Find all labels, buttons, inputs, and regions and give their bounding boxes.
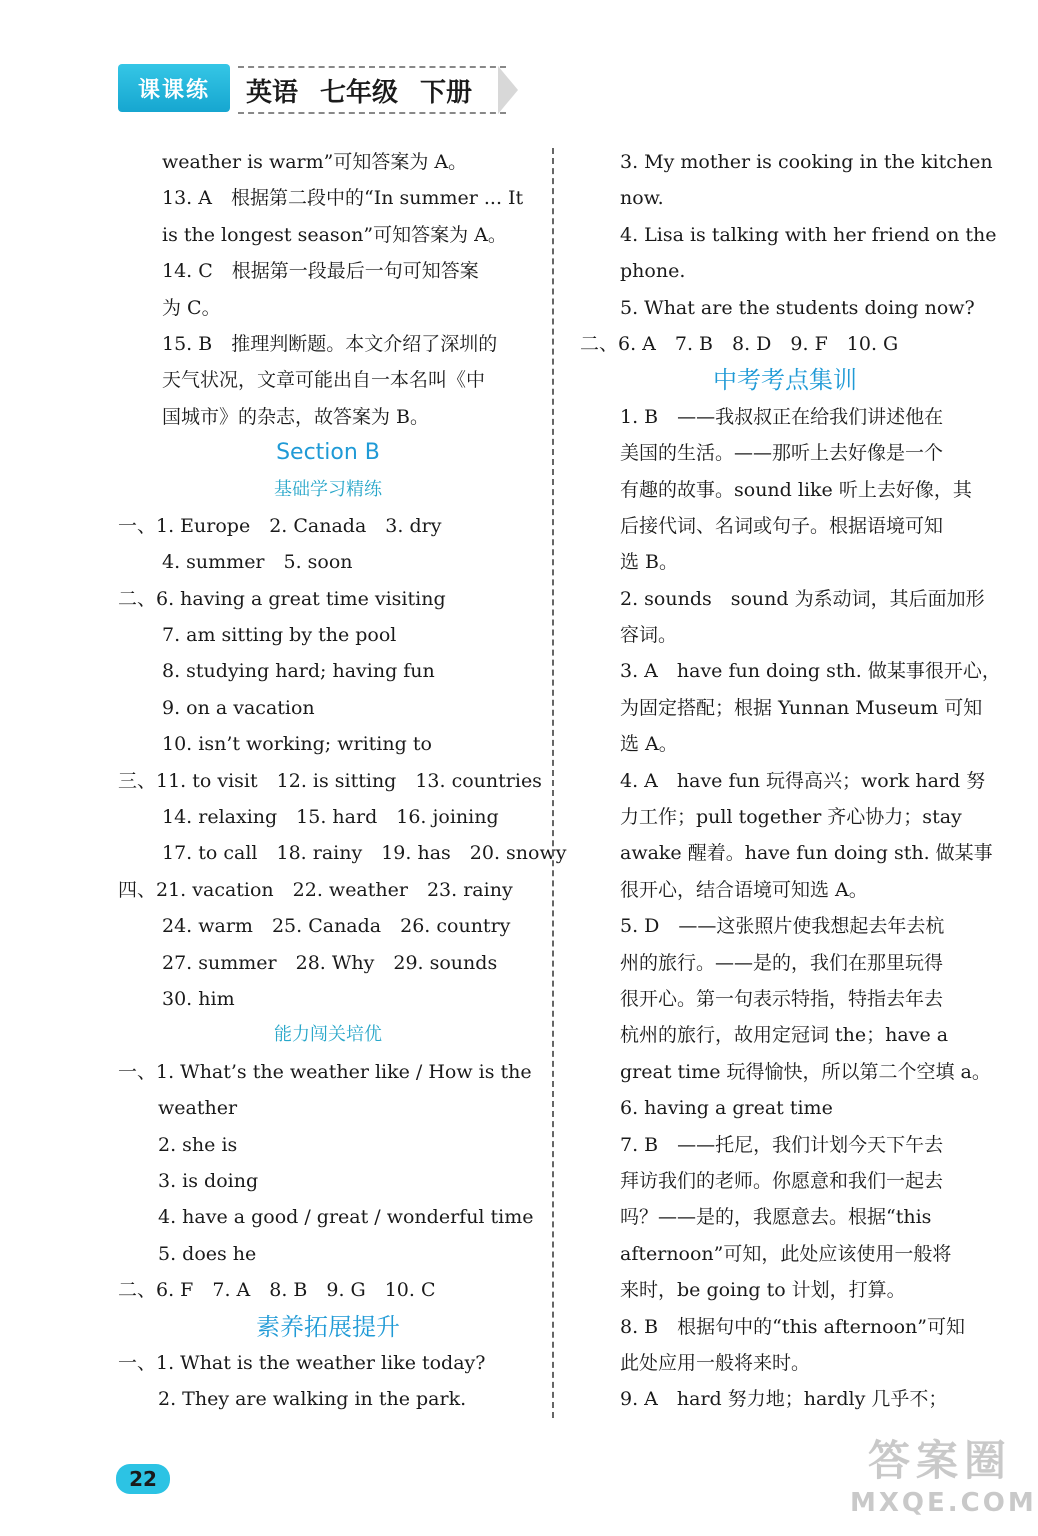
watermark-bottom-text: MXQE.COM [850, 1488, 1037, 1518]
answer-line: 7. B ——托尼，我们计划今天下午去 [620, 1133, 944, 1156]
answer-line: 4. A have fun 玩得高兴；work hard 努 [620, 769, 986, 792]
answer-line: 一、1. Europe 2. Canada 3. dry [118, 514, 442, 537]
answer-line: 为 C。 [162, 296, 221, 319]
answer-line: 30. him [162, 987, 235, 1010]
answer-line: 力工作；pull together 齐心协力；stay [620, 806, 962, 829]
answer-line: is the longest season”可知答案为 A。 [162, 223, 507, 246]
answer-line: 24. warm 25. Canada 26. country [162, 915, 511, 938]
answer-line: 1. B ——我叔叔正在给我们讲述他在 [620, 405, 944, 428]
answer-line: 一、1. What is the weather like today? [118, 1351, 486, 1374]
title-arrow-decoration [498, 66, 518, 114]
answer-line: 9. A hard 努力地；hardly 几乎不； [620, 1388, 948, 1411]
answer-line: 7. am sitting by the pool [162, 624, 397, 647]
answer-line: weather [158, 1097, 238, 1120]
answer-line: 拜访我们的老师。你愿意和我们一起去 [620, 1169, 944, 1192]
answer-line: 8. B 根据句中的“this afternoon”可知 [620, 1315, 965, 1338]
ability-heading: 能力闯关培优 [274, 1024, 382, 1046]
answer-line: 2. sounds sound 为系动词，其后面加形 [620, 587, 985, 610]
answer-line: 2. They are walking in the park. [158, 1388, 467, 1411]
answer-line: 美国的生活。——那听上去好像是一个 [620, 442, 944, 465]
answer-line: 15. B 推理判断题。本文介绍了深圳的 [162, 332, 498, 355]
answer-line: 选 A。 [620, 733, 678, 756]
answer-line: 8. studying hard; having fun [162, 660, 435, 683]
answer-line: 有趣的故事。sound like 听上去好像，其 [620, 478, 972, 501]
answer-line: 很开心，结合语境可知选 A。 [620, 878, 868, 901]
page-header [118, 62, 518, 120]
answer-line: 3. A have fun doing sth. 做某事很开心， [620, 660, 1001, 683]
answer-line: 为固定搭配；根据 Yunnan Museum 可知 [620, 696, 983, 719]
answer-line: 3. is doing [158, 1169, 259, 1192]
answer-line: 4. Lisa is talking with her friend on the [620, 223, 997, 246]
answer-line: 5. D ——这张照片使我想起去年去杭 [620, 915, 945, 938]
answer-line: phone. [620, 260, 686, 283]
right-column [580, 144, 1001, 1418]
answer-line: 二、6. A 7. B 8. D 9. F 10. G [580, 332, 899, 355]
answer-line: 2. she is [158, 1133, 238, 1156]
answer-line: 4. have a good / great / wonderful time [158, 1206, 534, 1229]
basic-practice-heading: 基础学习精练 [274, 478, 382, 500]
answer-line: 来时，be going to 计划，打算。 [620, 1279, 906, 1302]
answer-line: 杭州的旅行，故用定冠词 the；have a [620, 1024, 949, 1047]
page-number: 22 [116, 1464, 170, 1494]
answer-line: great time 玩得愉快，所以第二个空填 a。 [620, 1060, 991, 1083]
answer-line: 天气状况，文章可能出自一本名叫《中 [162, 369, 486, 392]
subject-label: 英语 [246, 77, 299, 108]
answer-line: 4. summer 5. soon [162, 551, 353, 574]
exam-points-heading: 中考考点集训 [713, 366, 857, 395]
answer-line: 27. summer 28. Why 29. sounds [162, 951, 498, 974]
answer-line: 14. C 根据第一段最后一句可知答案 [162, 260, 479, 283]
watermark-top-text: 答案圈 [867, 1436, 1012, 1485]
watermark-logo [850, 1436, 1037, 1530]
answer-line: afternoon”可知，此处应该使用一般将 [620, 1242, 952, 1265]
answer-line: 6. having a great time [620, 1097, 833, 1120]
answer-line: 二、6. F 7. A 8. B 9. G 10. C [118, 1279, 436, 1302]
extension-heading: 素养拓展提升 [256, 1312, 400, 1341]
answer-line: 容词。 [620, 624, 678, 647]
answer-line: 选 B。 [620, 551, 679, 574]
answer-line: 吗？——是的，我愿意去。根据“this [620, 1206, 932, 1229]
book-title [238, 66, 506, 114]
answer-line: 10. isn’t working; writing to [162, 733, 432, 756]
left-column [118, 144, 567, 1418]
answer-line: 很开心。第一句表示特指，特指去年去 [620, 987, 944, 1010]
grade-label: 七年级 [320, 77, 399, 108]
column-divider [552, 148, 554, 1418]
answer-line: 3. My mother is cooking in the kitchen [620, 151, 993, 173]
volume-label: 下册 [420, 77, 473, 108]
answer-line: 5. What are the students doing now? [620, 296, 975, 319]
answer-line: 后接代词、名词或句子。根据语境可知 [620, 514, 944, 537]
answer-line: 13. A 根据第二段中的“In summer ... It [162, 187, 524, 210]
answer-line: 州的旅行。——是的，我们在那里玩得 [620, 951, 944, 974]
answer-line: 三、11. to visit 12. is sitting 13. countries [118, 769, 542, 792]
answer-line: 14. relaxing 15. hard 16. joining [162, 806, 499, 829]
answer-line: 国城市》的杂志，故答案为 B。 [162, 405, 430, 428]
answer-line: 9. on a vacation [162, 696, 315, 719]
answer-line: 此处应用一般将来时。 [620, 1351, 811, 1374]
answer-line: 17. to call 18. rainy 19. has 20. snowy [162, 842, 567, 865]
answer-line: awake 醒着。have fun doing sth. 做某事 [620, 842, 993, 865]
answer-line: 5. does he [158, 1242, 257, 1265]
answer-line: 二、6. having a great time visiting [118, 587, 446, 610]
section-b-title: Section B [276, 440, 380, 466]
answer-line: weather is warm”可知答案为 A。 [162, 151, 468, 173]
answer-line: 四、21. vacation 22. weather 23. rainy [118, 878, 513, 901]
answer-line: now. [620, 187, 664, 210]
series-logo: 课课练 [118, 64, 230, 112]
answer-line: 一、1. What’s the weather like / How is the [118, 1060, 532, 1083]
